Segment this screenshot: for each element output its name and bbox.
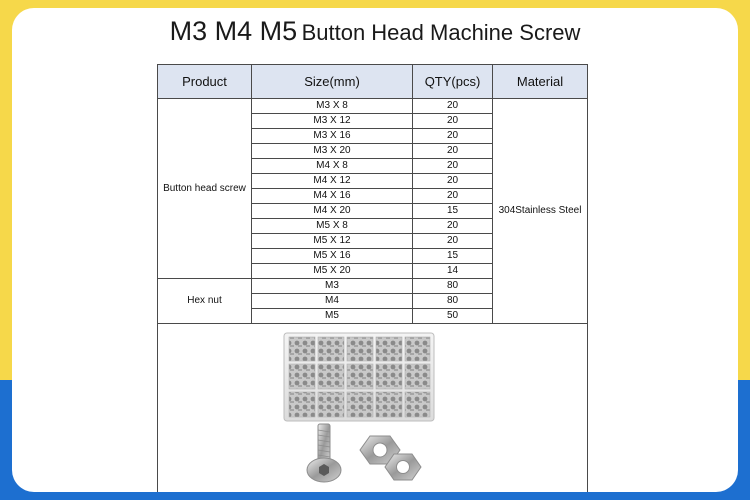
product-group-label: Button head screw — [158, 99, 252, 279]
organizer-box — [284, 333, 434, 421]
size-cell: M5 X 12 — [252, 234, 413, 249]
size-cell: M4 — [252, 294, 413, 309]
product-card — [12, 8, 738, 492]
size-cell: M4 X 20 — [252, 204, 413, 219]
qty-cell: 80 — [413, 279, 493, 294]
header-material: Material — [493, 65, 588, 99]
material-cell: 304Stainless Steel — [493, 99, 588, 324]
button-head-screw — [307, 424, 341, 482]
hex-nut — [360, 436, 421, 480]
product-group-label: Hex nut — [158, 279, 252, 324]
size-cell: M5 — [252, 309, 413, 324]
qty-cell: 80 — [413, 294, 493, 309]
header-qty: QTY(pcs) — [413, 65, 493, 99]
qty-cell: 20 — [413, 144, 493, 159]
header-size: Size(mm) — [252, 65, 413, 99]
size-cell: M3 — [252, 279, 413, 294]
product-photo-cell — [158, 324, 588, 493]
qty-cell: 20 — [413, 189, 493, 204]
size-cell: M5 X 16 — [252, 249, 413, 264]
size-cell: M3 X 12 — [252, 114, 413, 129]
header-row — [158, 65, 588, 99]
photo-row — [158, 324, 588, 493]
page-title — [12, 16, 738, 47]
product-photo — [158, 324, 587, 492]
size-cell: M4 X 12 — [252, 174, 413, 189]
size-cell: M4 X 8 — [252, 159, 413, 174]
size-cell: M4 X 16 — [252, 189, 413, 204]
qty-cell: 14 — [413, 264, 493, 279]
size-cell: M3 X 8 — [252, 99, 413, 114]
qty-cell: 20 — [413, 234, 493, 249]
qty-cell: 50 — [413, 309, 493, 324]
header-product: Product — [158, 65, 252, 99]
size-cell: M5 X 20 — [252, 264, 413, 279]
qty-cell: 20 — [413, 159, 493, 174]
qty-cell: 15 — [413, 204, 493, 219]
spec-table — [157, 64, 588, 492]
title-main: M3 M4 M5 — [169, 16, 298, 46]
size-cell: M5 X 8 — [252, 219, 413, 234]
screw-kit-illustration — [158, 324, 588, 492]
table-row — [158, 99, 588, 114]
qty-cell: 20 — [413, 129, 493, 144]
title-sub: Button Head Machine Screw — [301, 20, 581, 45]
qty-cell: 15 — [413, 249, 493, 264]
qty-cell: 20 — [413, 219, 493, 234]
size-cell: M3 X 20 — [252, 144, 413, 159]
qty-cell: 20 — [413, 99, 493, 114]
size-cell: M3 X 16 — [252, 129, 413, 144]
qty-cell: 20 — [413, 174, 493, 189]
qty-cell: 20 — [413, 114, 493, 129]
